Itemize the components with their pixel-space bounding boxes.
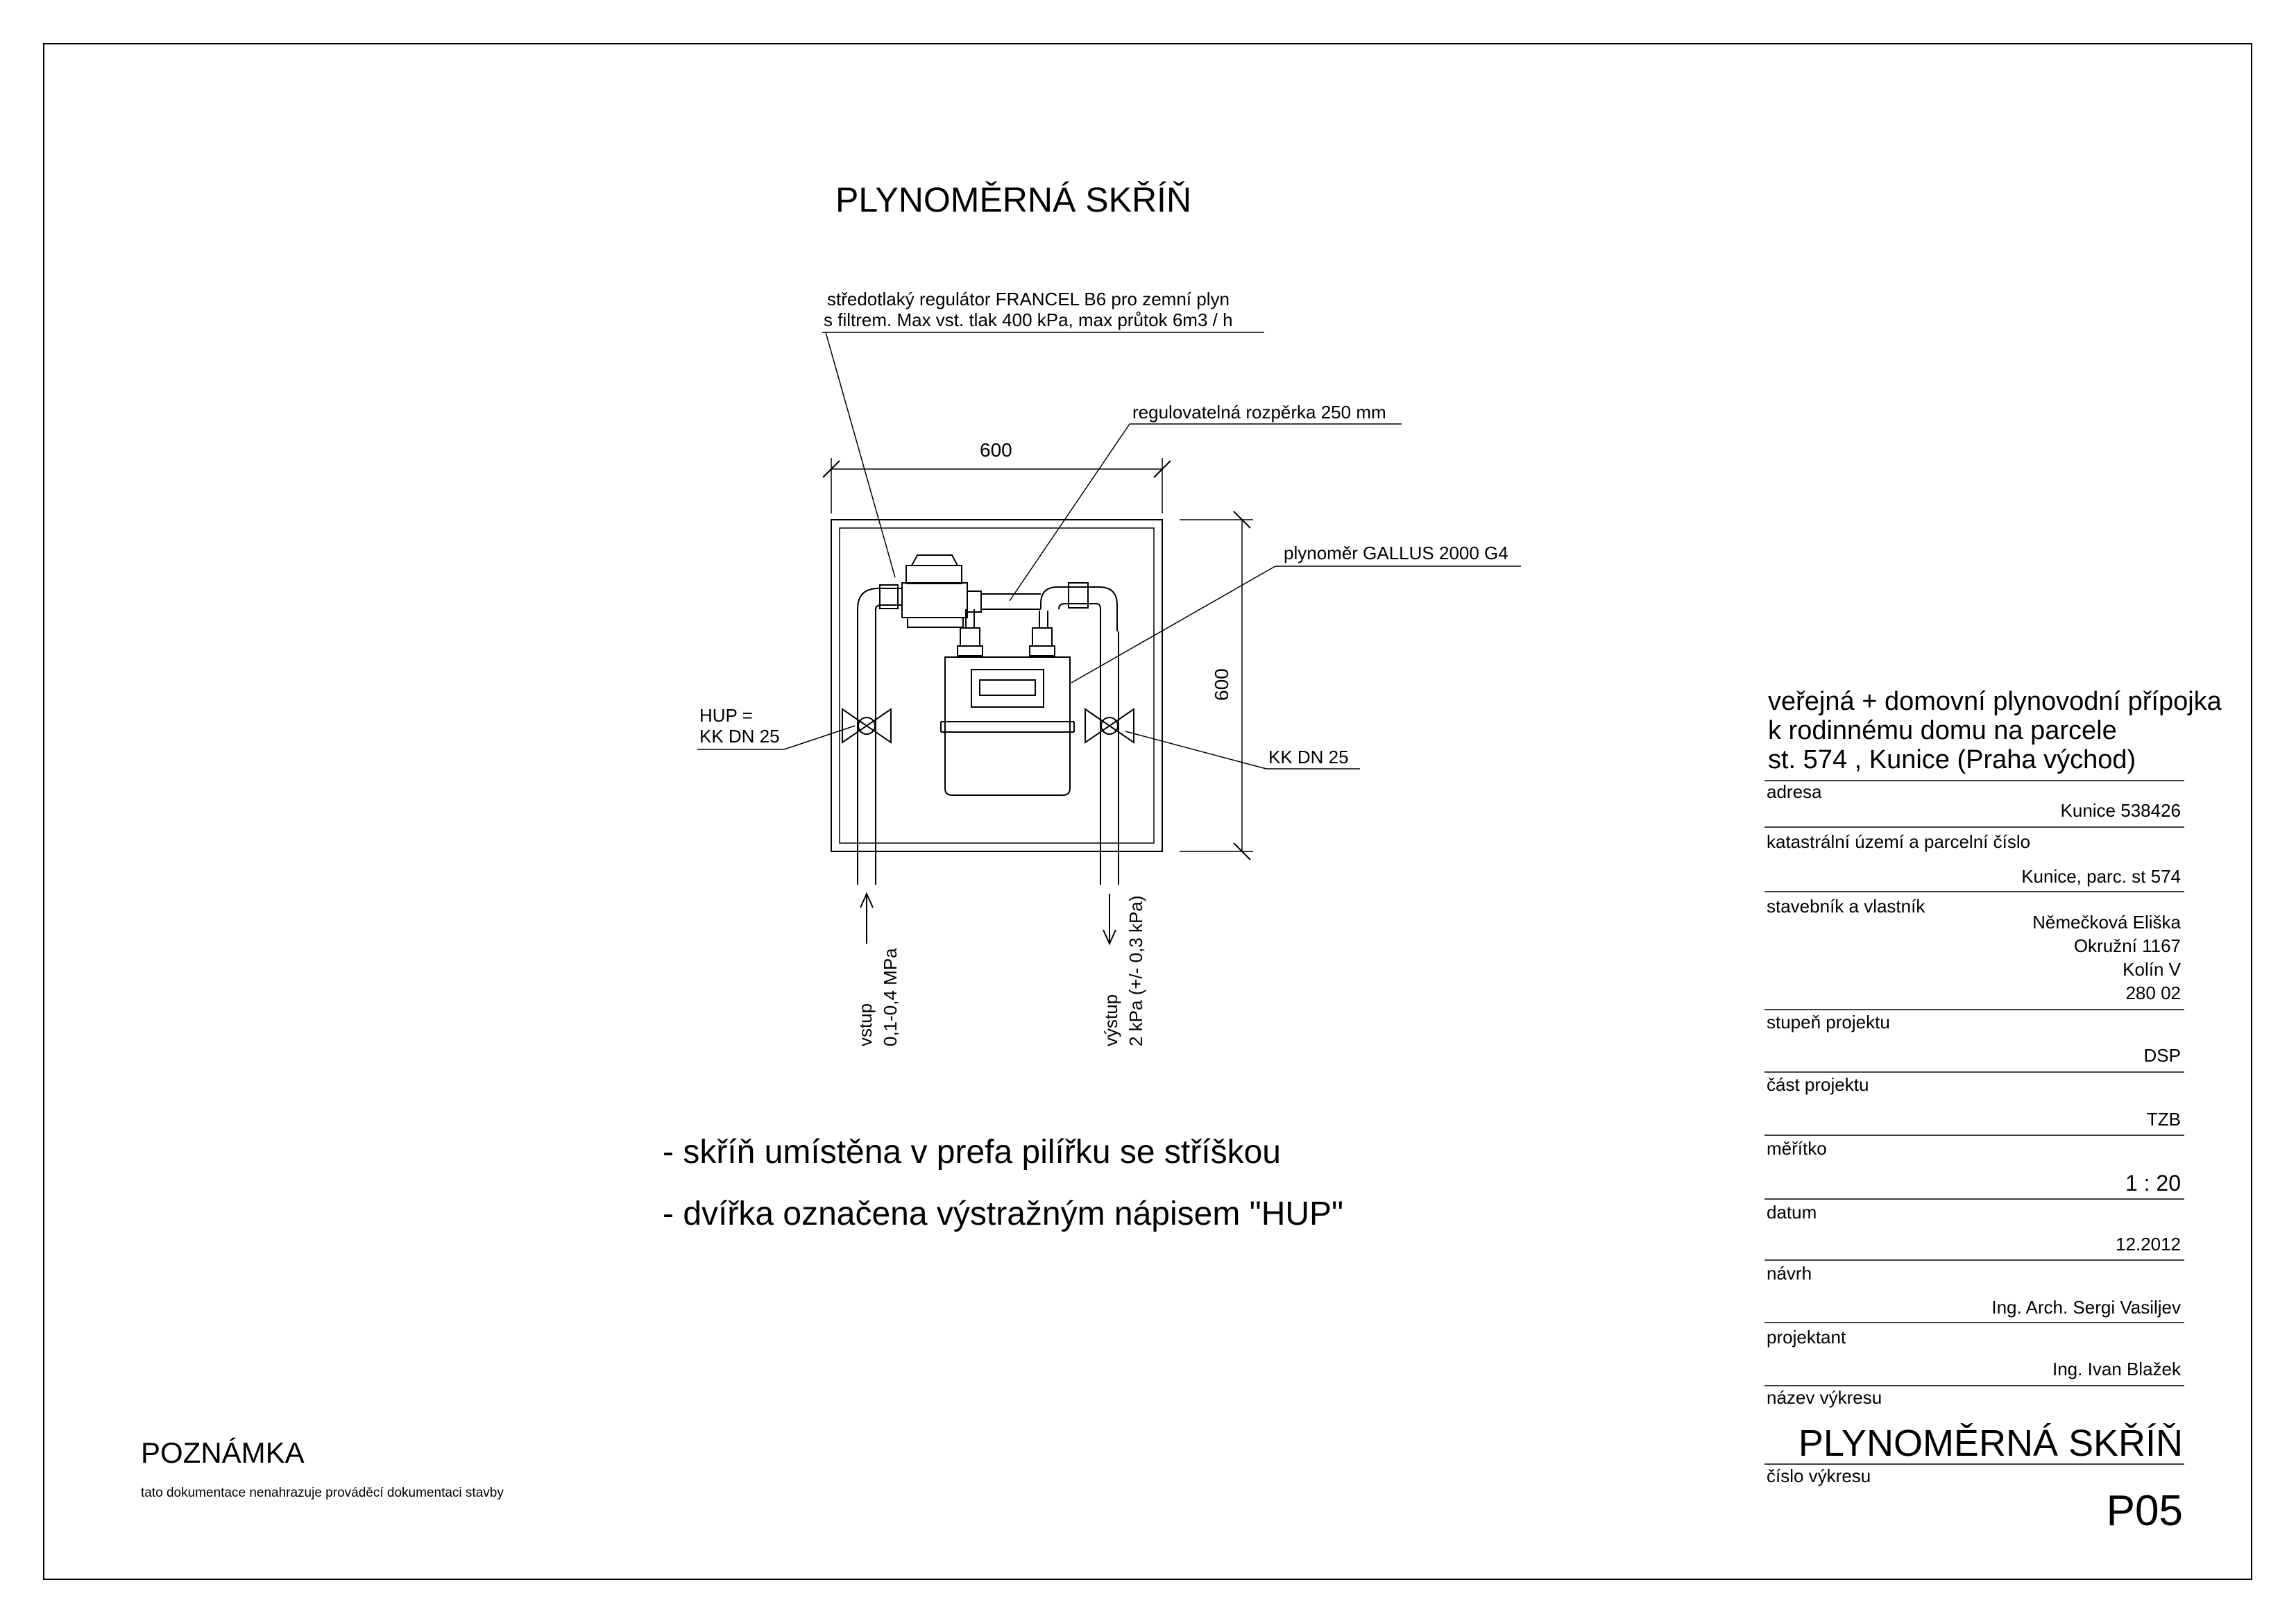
project-line-1: veřejná + domovní plynovodní přípojka — [1768, 687, 2222, 716]
address-value: Kunice 538426 — [2060, 800, 2181, 821]
project-line-3: st. 574 , Kunice (Praha východ) — [1768, 745, 2136, 774]
gas-meter-cabinet — [831, 520, 1162, 851]
dimension-width-label: 600 — [980, 439, 1012, 461]
spacer-leader — [1010, 424, 1130, 601]
remark-text: tato dokumentace nenahrazuje prováděcí dokumentaci stavby — [141, 1486, 504, 1500]
drawing-name-label: název výkresu — [1767, 1387, 1882, 1408]
drawing-name-value: PLYNOMĚRNÁ SKŘÍŇ — [1798, 1422, 2183, 1464]
title-block — [1764, 687, 2222, 1535]
dimension-height-label: 600 — [1211, 668, 1232, 701]
cadastre-value: Kunice, parc. st 574 — [2021, 866, 2181, 887]
meter-union-right-nut — [1030, 646, 1055, 656]
gas-meter — [941, 657, 1074, 795]
designer-label: projektant — [1767, 1327, 1846, 1348]
regulator-top — [906, 566, 962, 584]
kk-right-leader — [1125, 731, 1266, 769]
cabinet-outer — [831, 520, 1162, 851]
remark-heading: POZNÁMKA — [141, 1436, 305, 1469]
valve-right-bowtie — [1085, 709, 1134, 742]
owner-label: stavebník a vlastník — [1767, 896, 1925, 917]
drawing-no-value: P05 — [2106, 1487, 2183, 1535]
regulator-outlet — [967, 591, 981, 612]
drawing-no-label: číslo výkresu — [1767, 1465, 1871, 1486]
meter-union-left — [960, 628, 980, 646]
hup-leader — [784, 726, 855, 749]
outlet-label-line1: výstup — [1100, 994, 1121, 1046]
outlet-arrow — [1103, 894, 1116, 944]
regulator-label-line1: středotlaký regulátor FRANCEL B6 pro zemní plyn — [827, 289, 1230, 309]
inlet-label-line2: 0,1-0,4 MPa — [880, 948, 901, 1046]
regulator-body — [902, 583, 967, 618]
meter-display-frame — [971, 670, 1044, 707]
address-label: adresa — [1767, 781, 1822, 802]
valve-left — [842, 709, 891, 742]
meter-union-right — [1032, 628, 1052, 646]
valve-right — [1085, 709, 1134, 742]
kk-right-label: KK DN 25 — [1268, 747, 1349, 767]
date-label: datum — [1767, 1202, 1817, 1223]
valve-left-bowtie — [842, 709, 891, 742]
meter-display — [980, 680, 1035, 695]
drawing-title: PLYNOMĚRNÁ SKŘÍŇ — [835, 180, 1192, 219]
owner-line-1: Němečková Eliška — [2032, 912, 2181, 933]
project-line-2: k rodinnému domu na parcele — [1768, 716, 2117, 745]
owner-line-4: 280 02 — [2125, 983, 2181, 1003]
scale-value: 1 : 20 — [2125, 1171, 2181, 1196]
regulator-label-line2: s filtrem. Max vst. tlak 400 kPa, max průtok 6m3 / h — [824, 309, 1233, 330]
design-value: Ing. Arch. Sergi Vasiljev — [1991, 1297, 2181, 1318]
part-label: část projektu — [1767, 1074, 1869, 1095]
pipework — [858, 555, 1119, 885]
part-value: TZB — [2146, 1109, 2181, 1130]
meter-label: plynoměr GALLUS 2000 G4 — [1284, 543, 1508, 563]
note-line-1: - skříň umístěna v prefa pilířku se stříškou — [663, 1134, 1281, 1171]
regulator-flange — [908, 618, 963, 627]
outlet-label-line2: 2 kPa (+/- 0,3 kPa) — [1125, 895, 1146, 1046]
sheet-border — [44, 44, 2252, 1579]
design-label: návrh — [1767, 1263, 1812, 1284]
spacer-label: regulovatelná rozpěrka 250 mm — [1132, 402, 1386, 423]
date-value: 12.2012 — [2116, 1234, 2181, 1255]
owner-line-2: Okružní 1167 — [2073, 935, 2181, 956]
hup-label-line1: HUP = — [699, 705, 753, 726]
regulator-cap — [912, 555, 958, 566]
scale-label: měřítko — [1767, 1138, 1827, 1159]
stage-label: stupeň projektu — [1767, 1012, 1890, 1033]
designer-value: Ing. Ivan Blažek — [2052, 1359, 2181, 1379]
note-line-2: - dvířka označena výstražným nápisem "HUP" — [663, 1196, 1344, 1232]
regulator-leader — [826, 332, 895, 577]
meter-leader — [1071, 566, 1275, 683]
stage-value: DSP — [2143, 1045, 2181, 1066]
inlet-arrow — [860, 894, 873, 944]
outlet-arch — [1041, 587, 1117, 631]
owner-line-3: Kolín V — [2123, 959, 2181, 980]
hup-label-line2: KK DN 25 — [699, 726, 780, 747]
inlet-label-line1: vstup — [855, 1003, 876, 1046]
meter-body — [945, 657, 1070, 795]
cadastre-label: katastrální území a parcelní číslo — [1767, 831, 2031, 852]
meter-union-left-nut — [958, 646, 983, 656]
